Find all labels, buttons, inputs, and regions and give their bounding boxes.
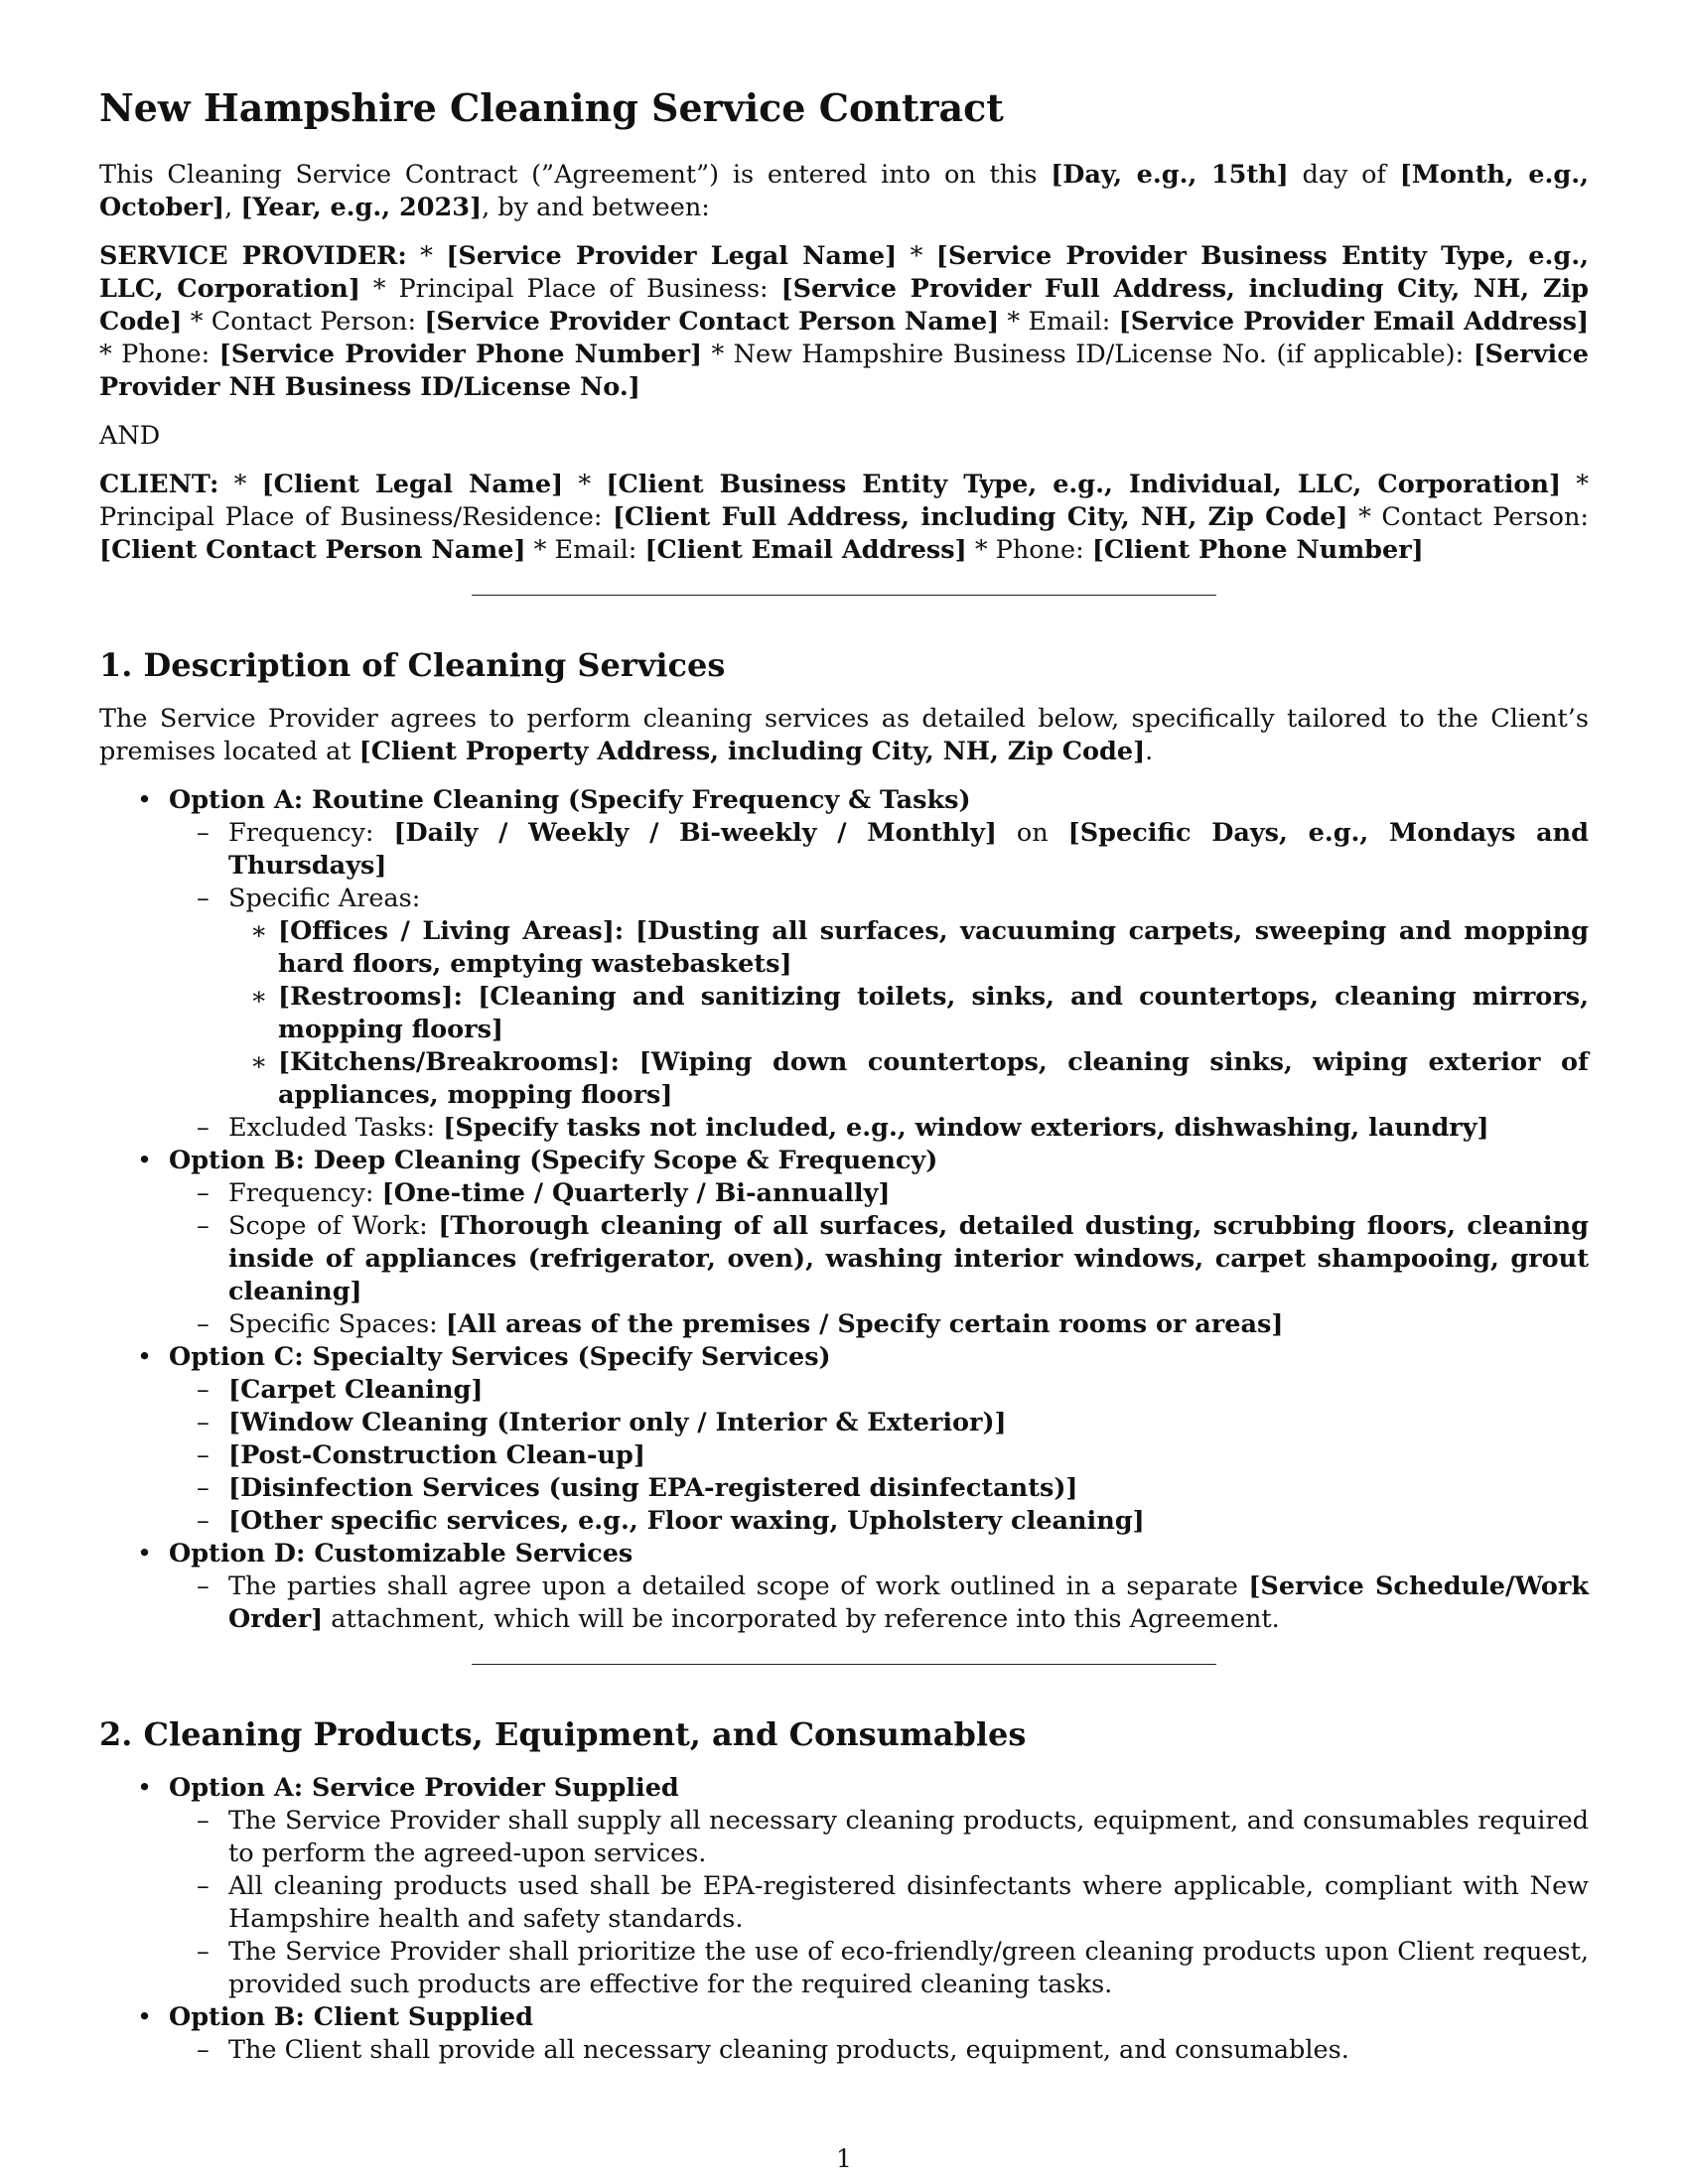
list-item (169, 1112, 1589, 1145)
intro-text: , by and between: (482, 193, 710, 222)
option-a-routine (99, 784, 1589, 1145)
provider-text: * Phone: (99, 340, 219, 369)
option-a-details (169, 817, 1589, 1145)
specialty-item: [Carpet Cleaning] (228, 1375, 484, 1405)
section-2-heading: 2. Cleaning Products, Equipment, and Consumables (99, 1715, 1027, 1753)
list-item: – The Client shall provide all necessary cleaning products, equipment, and consumables. (169, 2034, 1589, 2067)
service-provider-label: SERVICE PROVIDER: (99, 241, 407, 271)
section-1-intro-text: The Service Provider agrees to perform cleaning services as detailed below, specifically tailored to the Client’s premises located at (99, 704, 1589, 766)
client-text: * Phone: (966, 535, 1092, 565)
intro-text: , (224, 193, 241, 222)
section-2-options (99, 1772, 1589, 2067)
section-1-intro (99, 703, 1589, 768)
area-tasks: [Wiping down countertops, cleaning sinks, wiping exterior of appliances, mopping floors] (278, 1047, 1589, 1110)
list-item (169, 1472, 1589, 1505)
list-item (169, 1505, 1589, 1538)
scope-label: Scope of Work: (228, 1211, 439, 1241)
frequency-label: Frequency: (228, 818, 394, 848)
provider-license: [Service Provider NH Business ID/License No.] (99, 340, 1589, 402)
list-item (169, 1210, 1589, 1308)
document-title: New Hampshire Cleaning Service Contract (99, 85, 1004, 130)
attachment-placeholder: [Service Schedule/Work Order] (228, 1571, 1589, 1634)
frequency-on: on (996, 818, 1068, 848)
provider-email: [Service Provider Email Address] (1118, 307, 1590, 337)
intro-text: day of (1288, 160, 1400, 190)
excluded-label: Excluded Tasks: (228, 1113, 444, 1143)
provider-entity-type: [Service Provider Business Entity Type, e.g., LLC, Corporation] (99, 241, 1589, 304)
option-d-text: The parties shall agree upon a detailed scope of work outlined in a separate (228, 1571, 1249, 1601)
option-a-provider-supplied (99, 1772, 1589, 2001)
section-1-intro-text: . (1145, 737, 1154, 766)
provider-text: * (897, 241, 936, 271)
client-text: * Principal Place of Business/Residence: (99, 470, 1590, 532)
excluded-value: [Specify tasks not included, e.g., window exteriors, dishwashing, laundry] (443, 1113, 1489, 1143)
specialty-item: [Post-Construction Clean-up] (228, 1440, 645, 1470)
list-item (169, 1439, 1589, 1472)
frequency-value: [One-time / Quarterly / Bi-annually] (381, 1178, 891, 1208)
and-separator: AND (99, 421, 161, 451)
list-item (169, 883, 1589, 1112)
area-name: [Kitchens/Breakrooms]: (278, 1047, 620, 1077)
list-item: – The Service Provider shall prioritize the use of eco-friendly/green cleaning products upon Client request, provided such products are effective for the required cleaning tasks. (169, 1936, 1589, 2001)
option-b-details (169, 1177, 1589, 1341)
horizontal-rule (472, 595, 1216, 596)
section-1-heading: 1. Description of Cleaning Services (99, 646, 726, 684)
option-b-title: Option B: Deep Cleaning (Specify Scope & Frequency) (169, 1146, 938, 1175)
option-a-details (169, 1805, 1589, 2001)
option-c-details (169, 1374, 1589, 1538)
provider-phone: [Service Provider Phone Number] (218, 340, 703, 369)
client-contact: [Client Contact Person Name] (99, 535, 526, 565)
option-b-client-supplied (99, 2001, 1589, 2067)
list-item (169, 1570, 1589, 1636)
option-b-details (169, 2034, 1589, 2067)
spaces-label: Specific Spaces: (228, 1309, 446, 1339)
provider-text: * Contact Person: (182, 307, 425, 337)
list-item (228, 1046, 1589, 1112)
client-text: * Email: (525, 535, 645, 565)
area-name: [Offices / Living Areas]: (278, 916, 625, 946)
client-address: [Client Full Address, including City, NH, Zip Code] (612, 502, 1348, 532)
list-item (169, 1407, 1589, 1439)
intro-paragraph (99, 159, 1589, 224)
client-phone: [Client Phone Number] (1091, 535, 1424, 565)
option-d-title: Option D: Customizable Services (169, 1539, 633, 1569)
provider-text: * (406, 241, 447, 271)
specialty-item: [Window Cleaning (Interior only / Interior & Exterior)] (228, 1408, 1007, 1437)
list-item (169, 817, 1589, 883)
option-c-title: Option C: Specialty Services (Specify Services) (169, 1342, 831, 1372)
option-a-title: Option A: Routine Cleaning (Specify Frequency & Tasks) (169, 785, 971, 815)
document-page (99, 85, 1589, 2067)
service-provider-block (99, 240, 1589, 404)
area-name: [Restrooms]: (278, 982, 463, 1012)
frequency-days: [Specific Days, e.g., Mondays and Thursdays] (228, 818, 1589, 881)
provider-text: * New Hampshire Business ID/License No. (if applicable): (702, 340, 1474, 369)
option-b-deep (99, 1145, 1589, 1341)
year-placeholder: [Year, e.g., 2023] (240, 193, 483, 222)
provider-address: [Service Provider Full Address, including City, NH, Zip Code] (99, 274, 1589, 337)
option-d-details (169, 1570, 1589, 1636)
provider-text: * Principal Place of Business: (359, 274, 781, 304)
list-item (169, 1177, 1589, 1210)
client-email: [Client Email Address] (644, 535, 967, 565)
option-a-title: Option A: Service Provider Supplied (169, 1773, 679, 1803)
provider-text: * Email: (999, 307, 1119, 337)
page-number: 1 (836, 2144, 852, 2173)
client-entity-type: [Client Business Entity Type, e.g., Individual, LLC, Corporation] (606, 470, 1562, 499)
specific-areas-label: Specific Areas: (228, 884, 421, 913)
frequency-value: [Daily / Weekly / Bi-weekly / Monthly] (393, 818, 997, 848)
horizontal-rule (472, 1664, 1216, 1665)
specialty-item: [Other specific services, e.g., Floor waxing, Upholstery cleaning] (228, 1506, 1145, 1536)
list-item (169, 1374, 1589, 1407)
client-block (99, 469, 1589, 567)
month-placeholder: [Month, e.g., October] (99, 160, 1589, 222)
intro-text: This Cleaning Service Contract (”Agreement”) is entered into on this (99, 160, 1052, 190)
client-property-address: [Client Property Address, including City, NH, Zip Code] (358, 737, 1146, 766)
specific-areas-list (228, 915, 1589, 1112)
provider-legal-name: [Service Provider Legal Name] (446, 241, 898, 271)
area-tasks: [Cleaning and sanitizing toilets, sinks, and countertops, cleaning mirrors, mopping floors] (278, 982, 1589, 1044)
specialty-item: [Disinfection Services (using EPA-registered disinfectants)] (228, 1473, 1078, 1503)
client-text: * Contact Person: (1347, 502, 1589, 532)
provider-contact: [Service Provider Contact Person Name] (424, 307, 1000, 337)
list-item (228, 981, 1589, 1046)
option-d-text: attachment, which will be incorporated by reference into this Agreement. (323, 1604, 1280, 1634)
client-text: * (218, 470, 262, 499)
list-item (169, 1308, 1589, 1341)
frequency-label: Frequency: (228, 1178, 382, 1208)
list-item: – The Service Provider shall supply all necessary cleaning products, equipment, and consumables required to perform the agreed-upon services. (169, 1805, 1589, 1870)
option-d-custom (99, 1538, 1589, 1636)
area-tasks: [Dusting all surfaces, vacuuming carpets, sweeping and mopping hard floors, emptying wastebaskets] (278, 916, 1590, 979)
client-label: CLIENT: (99, 470, 219, 499)
section-1-options (99, 784, 1589, 1636)
spaces-value: [All areas of the premises / Specify certain rooms or areas] (445, 1309, 1284, 1339)
client-text: * (563, 470, 607, 499)
client-legal-name: [Client Legal Name] (261, 470, 564, 499)
list-item (228, 915, 1589, 981)
option-c-specialty (99, 1341, 1589, 1538)
option-b-title: Option B: Client Supplied (169, 2002, 533, 2032)
list-item: – All cleaning products used shall be EPA-registered disinfectants where applicable, compliant with New Hampshire health and safety standards. (169, 1870, 1589, 1936)
day-placeholder: [Day, e.g., 15th] (1051, 160, 1289, 190)
scope-value: [Thorough cleaning of all surfaces, detailed dusting, scrubbing floors, cleaning inside of appliances (refrigerator, oven), washing interior windows, carpet shampooing, grout cleaning] (228, 1211, 1589, 1306)
